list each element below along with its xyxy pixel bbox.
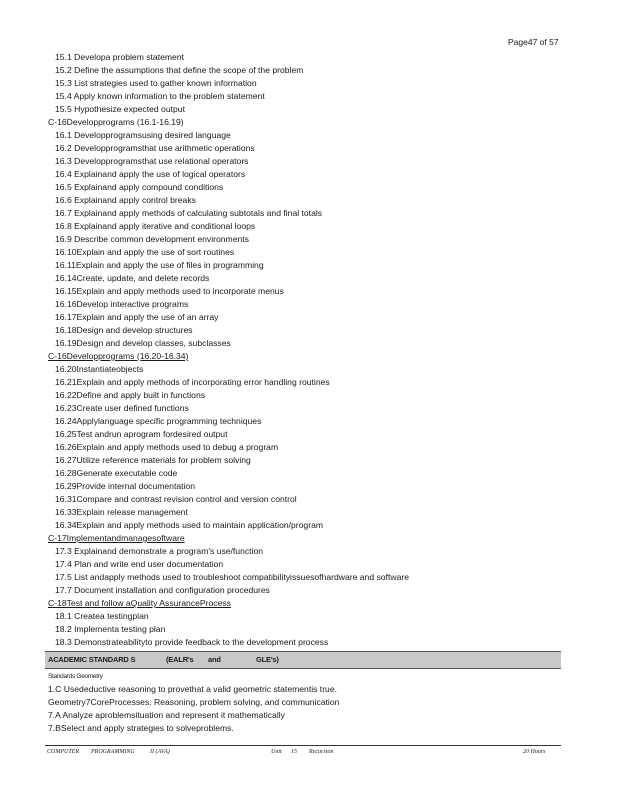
outline-item: 16.24Applylanguage specific programming techniques: [55, 416, 262, 426]
outline-item: 16.8 Explainand apply iterative and conditional loops: [55, 221, 256, 231]
outline-item: 15.5 Hypothesize expected output: [55, 104, 185, 114]
standards-heading: Standards Geometry: [48, 673, 103, 680]
footer-unit-title: Recursion: [309, 749, 334, 755]
standard-item: 1.C Usedeductive reasoning to provethat a valid geometric statementis true.: [48, 684, 337, 694]
academic-standards-gle: GLE's): [256, 655, 279, 664]
outline-item: 18.1 Createa testingplan: [55, 611, 149, 621]
section-heading: C-16Developprograms (16.20-16.34): [48, 351, 189, 361]
outline-item: 16.17Explain and apply the use of an array: [55, 312, 219, 322]
outline-item: 15.4 Apply known information to the problem statement: [55, 91, 265, 101]
academic-standards-label: ACADEMIC STANDARD S: [48, 655, 136, 664]
outline-item: 16.14Create, update, and delete records: [55, 273, 210, 283]
outline-item: 16.29Provide internal documentation: [55, 481, 195, 491]
outline-item: 16.10Explain and apply the use of sort routines: [55, 247, 235, 257]
academic-standards-and: and: [208, 655, 221, 664]
outline-item: 16.18Design and develop structures: [55, 325, 193, 335]
page-number: Page47 of 57: [508, 37, 559, 47]
outline-item: 16.1 Developprogramsusing desired language: [55, 130, 231, 140]
outline-item: 15.2 Define the assumptions that define the scope of the problem: [55, 65, 304, 75]
section-heading: C-18Test and follow aQuality AssuranceProcess: [48, 598, 231, 608]
outline-item: 16.31Compare and contrast revision control and version control: [55, 494, 297, 504]
outline-item: 16.33Explain release management: [55, 507, 188, 517]
outline-item: 16.4 Explainand apply the use of logical operators: [55, 169, 246, 179]
standard-item: 7.BSelect and apply strategies to solveproblems.: [48, 723, 234, 733]
outline-item: 15.1 Developa problem statement: [55, 52, 184, 62]
outline-item: 15.3 List strategies used to gather known information: [55, 78, 257, 88]
academic-standards-bar: [45, 651, 561, 669]
outline-item: 16.34Explain and apply methods used to maintain application/program: [55, 520, 324, 530]
footer-unit-number: 15: [291, 749, 297, 755]
academic-standards-ealr: (EALR's: [166, 655, 194, 664]
outline-item: 16.9 Describe common development environments: [55, 234, 249, 244]
footer-course-3: II (AVA): [150, 749, 170, 755]
footer-course-1: COMPUTER: [47, 749, 79, 755]
outline-item: 16.25Test andrun aprogram fordesired output: [55, 429, 228, 439]
outline-item: 18.2 Implementa testing plan: [55, 624, 166, 634]
standard-item: Geometry7CoreProcesses: Reasoning, problem solving, and communication: [48, 697, 340, 707]
outline-item: 17.4 Plan and write end user documentation: [55, 559, 224, 569]
outline-item: 16.3 Developprogramsthat use relational operators: [55, 156, 249, 166]
section-heading: C-17Implementandmanagesoftware: [48, 533, 185, 543]
section-heading: C-16Developprograms (16.1-16.19): [48, 117, 184, 127]
outline-item: 16.22Define and apply built in functions: [55, 390, 206, 400]
outline-item: 16.7 Explainand apply methods of calculating subtotals and final totals: [55, 208, 323, 218]
outline-item: 16.20Instantiateobjects: [55, 364, 144, 374]
outline-item: 16.28Generate executable code: [55, 468, 178, 478]
outline-item: 16.6 Explainand apply control breaks: [55, 195, 196, 205]
outline-item: 17.7 Document installation and configuration procedures: [55, 585, 270, 595]
outline-item: 16.2 Developprogramsthat use arithmetic operations: [55, 143, 255, 153]
outline-item: 16.27Utilize reference materials for problem solving: [55, 455, 251, 465]
outline-item: 16.21Explain and apply methods of incorporating error handling routines: [55, 377, 330, 387]
standard-item: 7.A Analyze aproblemsituation and represent it mathematically: [48, 710, 285, 720]
footer-hours: 20 Hours: [523, 749, 546, 755]
outline-item: 17.5 List andapply methods used to troubleshoot compatibilityissuesofhardware and software: [55, 572, 409, 582]
outline-item: 17.3 Explainand demonstrate a program's use/function: [55, 546, 264, 556]
outline-item: 18.3 Demonstrateabilityto provide feedback to the development process: [55, 637, 329, 647]
footer-unit-label: Unit: [271, 749, 282, 755]
outline-item: 16.5 Explainand apply compound conditions: [55, 182, 224, 192]
outline-item: 16.15Explain and apply methods used to incorporate menus: [55, 286, 284, 296]
footer-rule: [45, 745, 561, 746]
outline-item: 16.26Explain and apply methods used to debug a program: [55, 442, 279, 452]
outline-item: 16.16Develop interactive programs: [55, 299, 189, 309]
outline-item: 16.23Create user defined functions: [55, 403, 189, 413]
outline-item: 16.11Explain and apply the use of files in programming: [55, 260, 264, 270]
footer-course-2: PROGRAMMING: [91, 749, 135, 755]
outline-item: 16.19Design and develop classes, subclasses: [55, 338, 231, 348]
